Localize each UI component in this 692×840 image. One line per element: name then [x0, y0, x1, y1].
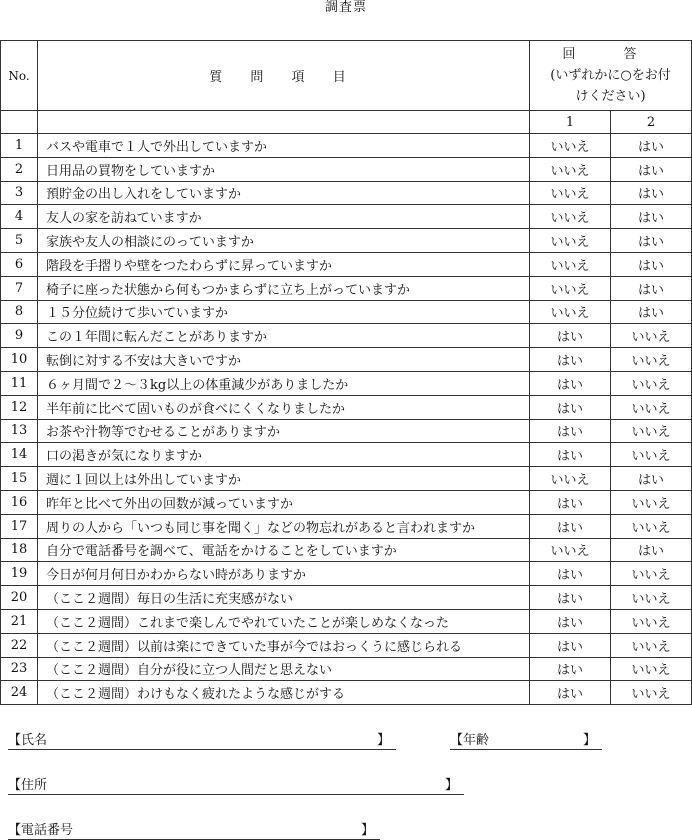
table-row [1, 134, 692, 158]
age-label: 【年齢 [450, 733, 490, 748]
table-row [1, 371, 692, 395]
answer-option-1[interactable]: はい [530, 443, 611, 467]
answer-option-1[interactable]: はい [530, 348, 611, 372]
answer-option-1[interactable]: いいえ [530, 252, 611, 276]
name-close-bracket: 】 [376, 733, 390, 748]
answer-option-2[interactable]: はい [611, 276, 692, 300]
name-field[interactable] [8, 733, 396, 750]
row-number: 8 [1, 300, 38, 324]
answer-option-2[interactable]: いいえ [611, 371, 692, 395]
row-number: 18 [1, 538, 38, 562]
answer-option-2[interactable]: いいえ [611, 395, 692, 419]
table-row [1, 276, 692, 300]
question-text: １５分位続けて歩いていますか [38, 300, 530, 324]
answer-option-1[interactable]: いいえ [530, 157, 611, 181]
table-subheader-row [1, 111, 692, 134]
answer-option-2[interactable]: はい [611, 538, 692, 562]
answer-option-1[interactable]: はい [530, 633, 611, 657]
row-number: 3 [1, 181, 38, 205]
answer-option-1[interactable]: いいえ [530, 538, 611, 562]
question-text: 友人の家を訪ねていますか [38, 205, 530, 229]
answer-option-1[interactable]: はい [530, 586, 611, 610]
answer-option-1[interactable]: はい [530, 371, 611, 395]
row-number: 9 [1, 324, 38, 348]
answer-option-1[interactable]: いいえ [530, 229, 611, 253]
question-text: 転倒に対する不安は大きいですか [38, 348, 530, 372]
answer-option-2[interactable]: いいえ [611, 657, 692, 681]
answer-option-2[interactable]: いいえ [611, 490, 692, 514]
table-row [1, 395, 692, 419]
answer-option-1[interactable]: はい [530, 324, 611, 348]
answer-option-2[interactable]: はい [611, 467, 692, 491]
question-text: 家族や友人の相談にのっていますか [38, 229, 530, 253]
address-label: 【住所 [8, 778, 48, 793]
table-row [1, 157, 692, 181]
row-number: 2 [1, 157, 38, 181]
table-row [1, 419, 692, 443]
question-text: お茶や汁物等でむせることがありますか [38, 419, 530, 443]
header-no: No. [1, 41, 38, 111]
answer-option-2[interactable]: いいえ [611, 348, 692, 372]
answer-option-2[interactable]: いいえ [611, 514, 692, 538]
answer-option-1[interactable]: いいえ [530, 276, 611, 300]
answer-option-2[interactable]: はい [611, 157, 692, 181]
question-text: 階段を手摺りや壁をつたわらずに昇っていますか [38, 252, 530, 276]
answer-option-2[interactable]: いいえ [611, 443, 692, 467]
question-text: （ここ２週間）自分が役に立つ人間だと思えない [38, 657, 530, 681]
header-answer-title: 回 答 [562, 47, 659, 62]
answer-option-1[interactable]: いいえ [530, 205, 611, 229]
table-header-row [1, 41, 692, 111]
subheader-empty-no [1, 111, 38, 134]
subheader-col1: 1 [530, 111, 611, 134]
answer-option-2[interactable]: いいえ [611, 586, 692, 610]
question-text: 週に１回以上は外出していますか [38, 467, 530, 491]
question-text: ６ヶ月間で２～３kg以上の体重減少がありましたか [38, 371, 530, 395]
row-number: 5 [1, 229, 38, 253]
row-number: 19 [1, 562, 38, 586]
header-answer [530, 41, 692, 111]
row-number: 17 [1, 514, 38, 538]
table-row [1, 538, 692, 562]
phone-field[interactable] [8, 823, 380, 840]
question-text: 日用品の買物をしていますか [38, 157, 530, 181]
address-field[interactable] [8, 778, 464, 795]
subheader-col2: 2 [611, 111, 692, 134]
questionnaire-table [0, 40, 692, 705]
header-answer-note1: (いずれかに○をお付 [550, 68, 671, 83]
subheader-empty-question [38, 111, 530, 134]
answer-option-1[interactable]: はい [530, 681, 611, 705]
question-text: バスや電車で１人で外出していますか [38, 134, 530, 158]
answer-option-1[interactable]: はい [530, 609, 611, 633]
row-number: 14 [1, 443, 38, 467]
answer-option-2[interactable]: はい [611, 229, 692, 253]
answer-option-1[interactable]: いいえ [530, 134, 611, 158]
table-row [1, 348, 692, 372]
answer-option-1[interactable]: はい [530, 419, 611, 443]
row-number: 20 [1, 586, 38, 610]
question-text: 預貯金の出し入れをしていますか [38, 181, 530, 205]
row-number: 12 [1, 395, 38, 419]
phone-label: 【電話番号 [8, 823, 74, 838]
answer-option-1[interactable]: はい [530, 562, 611, 586]
row-number: 24 [1, 681, 38, 705]
answer-option-1[interactable]: はい [530, 395, 611, 419]
row-number: 15 [1, 467, 38, 491]
answer-option-2[interactable]: いいえ [611, 609, 692, 633]
answer-option-2[interactable]: いいえ [611, 419, 692, 443]
row-number: 4 [1, 205, 38, 229]
question-text: 口の渇きが気になりますか [38, 443, 530, 467]
table-row [1, 443, 692, 467]
name-label: 【氏名 [8, 733, 48, 748]
row-number: 21 [1, 609, 38, 633]
page-title: 調査票 [324, 0, 367, 15]
table-row [1, 205, 692, 229]
table-row [1, 609, 692, 633]
address-close-bracket: 】 [444, 778, 458, 793]
table-row [1, 229, 692, 253]
answer-option-2[interactable]: いいえ [611, 633, 692, 657]
answer-option-2[interactable]: いいえ [611, 681, 692, 705]
table-row [1, 300, 692, 324]
answer-option-2[interactable]: はい [611, 300, 692, 324]
row-number: 1 [1, 134, 38, 158]
header-question: 質 問 項 目 [38, 41, 530, 111]
question-text: 自分で電話番号を調べて、電話をかけることをしていますか [38, 538, 530, 562]
table-row [1, 514, 692, 538]
question-text: 半年前に比べて固いものが食べにくくなりましたか [38, 395, 530, 419]
table-row [1, 467, 692, 491]
row-number: 11 [1, 371, 38, 395]
question-text: （ここ２週間）これまで楽しんでやれていたことが楽しめなくなった [38, 609, 530, 633]
row-number: 23 [1, 657, 38, 681]
answer-option-2[interactable]: はい [611, 181, 692, 205]
question-text: 今日が何月何日かわからない時がありますか [38, 562, 530, 586]
answer-option-1[interactable]: はい [530, 490, 611, 514]
table-row [1, 586, 692, 610]
question-text: 昨年と比べて外出の回数が減っていますか [38, 490, 530, 514]
answer-option-1[interactable]: はい [530, 657, 611, 681]
table-row [1, 657, 692, 681]
table-row [1, 681, 692, 705]
table-row [1, 324, 692, 348]
question-rows [1, 134, 692, 705]
table-row [1, 562, 692, 586]
row-number: 13 [1, 419, 38, 443]
row-number: 6 [1, 252, 38, 276]
row-number: 7 [1, 276, 38, 300]
answer-option-1[interactable]: いいえ [530, 181, 611, 205]
answer-option-1[interactable]: いいえ [530, 300, 611, 324]
answer-option-1[interactable]: はい [530, 514, 611, 538]
phone-close-bracket: 】 [360, 823, 374, 838]
answer-option-2[interactable]: はい [611, 134, 692, 158]
row-number: 16 [1, 490, 38, 514]
question-text: （ここ２週間）わけもなく疲れたような感じがする [38, 681, 530, 705]
answer-option-2[interactable]: はい [611, 252, 692, 276]
header-answer-note2: けください) [575, 89, 646, 104]
answer-option-2[interactable]: はい [611, 205, 692, 229]
table-row [1, 252, 692, 276]
question-text: 周りの人から「いつも同じ事を聞く」などの物忘れがあると言われますか [38, 514, 530, 538]
question-text: （ここ２週間）毎日の生活に充実感がない [38, 586, 530, 610]
age-field[interactable] [450, 733, 602, 750]
row-number: 10 [1, 348, 38, 372]
question-text: 椅子に座った状態から何もつかまらずに立ち上がっていますか [38, 276, 530, 300]
age-close-bracket: 】 [582, 733, 596, 748]
table-row [1, 633, 692, 657]
table-row [1, 181, 692, 205]
question-text: （ここ２週間）以前は楽にできていた事が今ではおっくうに感じられる [38, 633, 530, 657]
answer-option-1[interactable]: いいえ [530, 467, 611, 491]
answer-option-2[interactable]: いいえ [611, 562, 692, 586]
question-text: この１年間に転んだことがありますか [38, 324, 530, 348]
table-row [1, 490, 692, 514]
answer-option-2[interactable]: いいえ [611, 324, 692, 348]
row-number: 22 [1, 633, 38, 657]
